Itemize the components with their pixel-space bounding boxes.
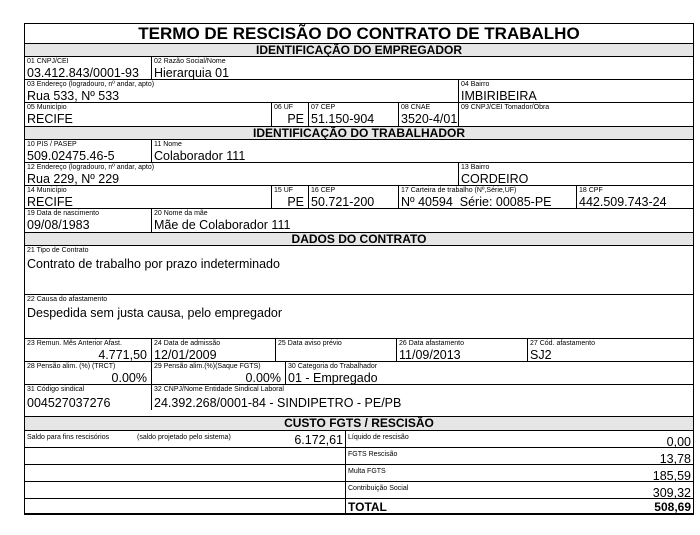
nome-label: 11 Nome bbox=[154, 141, 182, 148]
endereco-value: Rua 533, Nº 533 bbox=[27, 89, 120, 103]
admissao-cell bbox=[151, 339, 275, 362]
cnpj-label: 01 CNPJ/CEI bbox=[27, 58, 69, 65]
fgts-box bbox=[24, 416, 694, 515]
tipo-value: Contrato de trabalho por prazo indeterminado bbox=[27, 257, 280, 271]
fgts-item-label: Líquido de rescisão bbox=[348, 434, 409, 441]
contract-row-5 bbox=[25, 385, 693, 410]
contract-row-4 bbox=[25, 362, 693, 385]
nasc-cell bbox=[25, 209, 151, 232]
w-bairro-value: CORDEIRO bbox=[461, 172, 529, 186]
w-cep-cell bbox=[308, 186, 398, 209]
afast-label: 26 Data afastamento bbox=[399, 340, 464, 347]
municipio-cell bbox=[25, 103, 271, 126]
pensao2-cell bbox=[151, 362, 285, 385]
endereco-label: 03 Endereço (logradouro, nº andar, apto) bbox=[27, 81, 155, 88]
uf-cell bbox=[271, 103, 308, 126]
ctps-value: Nº 40594 Série: 00085-PE bbox=[401, 195, 552, 209]
fgts-item-multa bbox=[346, 465, 694, 482]
cod-value: SJ2 bbox=[530, 348, 552, 362]
saldo-row bbox=[25, 431, 345, 448]
worker-row-4 bbox=[25, 209, 693, 232]
remun-cell bbox=[25, 339, 151, 362]
w-endereco-label: 12 Endereço (logradouro, nº andar, apto) bbox=[27, 164, 155, 171]
section-employer: IDENTIFICAÇÃO DO EMPREGADOR bbox=[25, 43, 693, 57]
tipo-cell bbox=[25, 246, 693, 295]
causa-cell bbox=[25, 295, 693, 339]
cnae-value: 3520-4/01 bbox=[401, 112, 458, 126]
sindical-label: 31 Código sindical bbox=[27, 386, 85, 393]
pensao1-label: 28 Pensão alim. (%) (TRCT) bbox=[27, 363, 116, 370]
worker-row-1 bbox=[25, 140, 693, 163]
worker-row-3 bbox=[25, 186, 693, 209]
w-bairro-label: 13 Bairro bbox=[461, 164, 490, 171]
admissao-label: 24 Data de admissão bbox=[154, 340, 221, 347]
w-uf-label: 15 UF bbox=[274, 187, 294, 194]
pis-cell bbox=[25, 140, 151, 163]
razao-cell bbox=[151, 57, 693, 80]
pensao1-value: 0.00% bbox=[111, 371, 147, 385]
cpf-value: 442.509.743-24 bbox=[579, 195, 667, 209]
cep-cell bbox=[308, 103, 398, 126]
w-municipio-value: RECIFE bbox=[27, 195, 73, 209]
fgts-item-contribuicao bbox=[346, 482, 694, 499]
form-title: TERMO DE RESCISÃO DO CONTRATO DE TRABALHO bbox=[138, 24, 580, 43]
fgts-total-value: 508,69 bbox=[654, 500, 691, 514]
pis-value: 509.02475.46-5 bbox=[27, 149, 115, 163]
nasc-value: 09/08/1983 bbox=[27, 218, 90, 232]
w-bairro-cell bbox=[458, 163, 693, 186]
employer-row-2 bbox=[25, 80, 693, 103]
remun-value: 4.771,50 bbox=[98, 348, 147, 362]
pensao2-value: 0.00% bbox=[245, 371, 281, 385]
blank-row-2 bbox=[25, 465, 345, 482]
municipio-label: 05 Município bbox=[27, 104, 67, 111]
cod-cell bbox=[527, 339, 693, 362]
section-worker: IDENTIFICAÇÃO DO TRABALHADOR bbox=[25, 126, 693, 140]
fgts-item-liquido bbox=[346, 431, 694, 448]
bairro-label: 04 Bairro bbox=[461, 81, 490, 88]
fgts-item-value: 309,32 bbox=[652, 486, 691, 500]
categoria-cell bbox=[285, 362, 693, 385]
entidade-label: 32 CNPJ/Nome Entidade Sindical Laboral bbox=[154, 386, 284, 393]
w-endereco-cell bbox=[25, 163, 458, 186]
fgts-item-value: 185,59 bbox=[652, 469, 691, 483]
sindical-cell bbox=[25, 385, 151, 410]
sindical-value: 004527037276 bbox=[27, 396, 111, 410]
tipo-label: 21 Tipo de Contrato bbox=[27, 247, 89, 254]
cod-label: 27 Cód. afastamento bbox=[530, 340, 595, 347]
cep-value: 51.150-904 bbox=[311, 112, 375, 126]
cnae-label: 08 CNAE bbox=[401, 104, 431, 111]
fgts-item-value: 0,00 bbox=[666, 435, 691, 449]
blank-row-3 bbox=[25, 482, 345, 499]
nome-value: Colaborador 111 bbox=[154, 149, 246, 163]
mae-label: 20 Nome da mãe bbox=[154, 210, 208, 217]
w-cep-value: 50.721-200 bbox=[311, 195, 375, 209]
fgts-item-value: 13,78 bbox=[659, 452, 691, 466]
w-municipio-cell bbox=[25, 186, 271, 209]
saldo-value: 6.172,61 bbox=[294, 433, 343, 447]
cnae-cell bbox=[398, 103, 458, 126]
pensao1-cell bbox=[25, 362, 151, 385]
contract-row-3 bbox=[25, 339, 693, 362]
remun-label: 23 Remun. Mês Anterior Afast. bbox=[27, 340, 122, 347]
tomador-label: 09 CNPJ/CEI Tomador/Obra bbox=[461, 104, 550, 111]
municipio-value: RECIFE bbox=[27, 112, 73, 126]
categoria-label: 30 Categoria do Trabalhador bbox=[288, 363, 378, 370]
admissao-value: 12/01/2009 bbox=[154, 348, 217, 362]
uf-value: PE bbox=[287, 112, 304, 126]
entidade-value: 24.392.268/0001-84 - SINDIPETRO - PE/PB bbox=[154, 396, 402, 410]
section-fgts: CUSTO FGTS / RESCISÃO bbox=[25, 417, 693, 431]
fgts-total-label: TOTAL bbox=[348, 500, 387, 514]
afast-value: 11/09/2013 bbox=[399, 348, 461, 362]
worker-row-2 bbox=[25, 163, 693, 186]
razao-label: 02 Razão Social/Nome bbox=[154, 58, 226, 65]
bairro-value: IMBIRIBEIRA bbox=[461, 89, 537, 103]
causa-label: 22 Causa do afastamento bbox=[27, 296, 108, 303]
fgts-items bbox=[345, 431, 693, 514]
employer-row-3 bbox=[25, 103, 693, 126]
cnpj-cell bbox=[25, 57, 151, 80]
fgts-item-label: Contribuição Social bbox=[348, 485, 409, 492]
cep-label: 07 CEP bbox=[311, 104, 336, 111]
w-municipio-label: 14 Município bbox=[27, 187, 67, 194]
causa-value: Despedida sem justa causa, pelo empregador bbox=[27, 306, 283, 320]
ctps-label: 17 Carteira de trabalho (Nº,Série,UF) bbox=[401, 187, 517, 194]
tomador-cell bbox=[458, 103, 693, 126]
fgts-total-row bbox=[346, 499, 694, 514]
section-contract: DADOS DO CONTRATO bbox=[25, 232, 693, 246]
cnpj-value: 03.412.843/0001-93 bbox=[27, 66, 139, 80]
endereco-cell bbox=[25, 80, 458, 103]
fgts-item-label: FGTS Rescisão bbox=[348, 451, 398, 458]
razao-value: Hierarquia 01 bbox=[154, 66, 230, 80]
mae-cell bbox=[151, 209, 693, 232]
mae-value: Mãe de Colaborador 111 bbox=[154, 218, 291, 232]
afast-cell bbox=[396, 339, 527, 362]
aviso-cell bbox=[275, 339, 396, 362]
uf-label: 06 UF bbox=[274, 104, 294, 111]
fgts-item-rescisao bbox=[346, 448, 694, 465]
cpf-cell bbox=[576, 186, 693, 209]
w-uf-cell bbox=[271, 186, 308, 209]
cpf-label: 18 CPF bbox=[579, 187, 603, 194]
w-endereco-value: Rua 229, Nº 229 bbox=[27, 172, 120, 186]
blank-row-1 bbox=[25, 448, 345, 465]
bairro-cell bbox=[458, 80, 693, 103]
saldo-label: Saldo para fins rescisórios bbox=[27, 434, 110, 441]
aviso-label: 25 Data aviso prévio bbox=[278, 340, 342, 347]
categoria-value: 01 - Empregado bbox=[288, 371, 378, 385]
nome-cell bbox=[151, 140, 693, 163]
pensao2-label: 29 Pensão alim.(%)(Saque FGTS) bbox=[154, 363, 261, 370]
entidade-cell bbox=[151, 385, 693, 410]
ctps-cell bbox=[398, 186, 576, 209]
w-cep-label: 16 CEP bbox=[311, 187, 336, 194]
w-uf-value: PE bbox=[287, 195, 304, 209]
saldo-note: (saldo projetado pelo sistema) bbox=[137, 434, 231, 441]
pis-label: 10 PIS / PASEP bbox=[27, 141, 77, 148]
fgts-item-label: Multa FGTS bbox=[348, 468, 386, 475]
employer-row-1 bbox=[25, 57, 693, 80]
nasc-label: 19 Data de nascimento bbox=[27, 210, 99, 217]
